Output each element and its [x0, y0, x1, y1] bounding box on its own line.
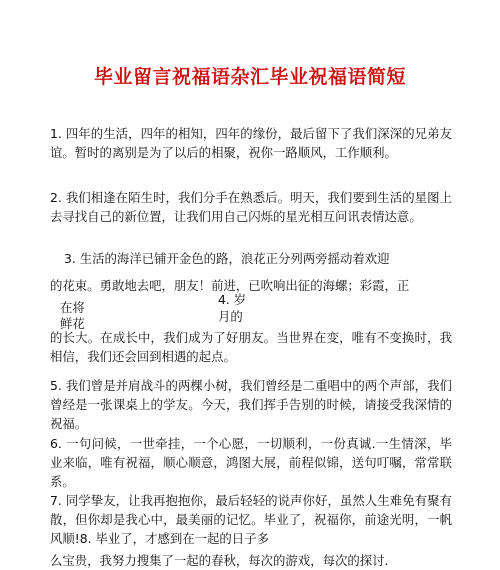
paragraph-3-line-2: 的花束。勇敢地去吧，朋友！前进，已吹响出征的海螺；彩霞，正	[50, 278, 410, 293]
paragraph-1: 1. 四年的生活，四年的相知，四年的缘份，最后留下了我们深深的兄弟友谊。暂时的离别是为了以后的相聚，祝你一路顺风，工作顺利。	[50, 126, 452, 160]
paragraph-3-float-text-b: 鲜花	[60, 316, 85, 331]
paragraph-7: 7. 同学挚友，让我再抱抱你，最后轻轻的说声你好，虽然人生难免有聚有散，但你却是我心中，最美丽的记忆。毕业了，祝福你，前途光明，一帆风顺!8. 毕业了，才感到在一起的日子多	[50, 493, 452, 546]
paragraph-3-float-text-a: 在将	[60, 300, 85, 315]
paragraph-6: 6. 一句问候，一世牵挂，一个心愿，一切顺利，一份真诚.一生情深，毕业来临，唯有祝福，顺心顺意，鸿图大展，前程似锦，送句叮嘱，常常联系。	[50, 436, 452, 489]
paragraph-8-partial: 么宝贵，我努力搜集了一起的春秋，每次的游戏，每次的探讨.	[50, 553, 389, 568]
paragraph-4-float-text-b: 月的	[218, 309, 243, 324]
paragraph-4: 的长大。在成长中，我们成为了好朋友。当世界在变，唯有不变换时，我相信，我们还会回到相遇的起点。	[50, 330, 452, 364]
paragraph-4-float-text-a: 4. 岁	[218, 292, 247, 307]
paragraph-2: 2. 我们相逢在陌生时，我们分手在熟悉后。明天，我们要到生活的星图上去寻找自己的新位置，让我们用自己闪烁的星光相互问讯表情达意。	[50, 190, 452, 224]
page-title: 毕业留言祝福语杂汇毕业祝福语简短	[93, 66, 406, 88]
paragraph-3-line-1: 3. 生活的海洋已铺开金色的路，浪花正分列两旁摇动着欢迎	[64, 251, 390, 266]
paragraph-5: 5. 我们曾是并肩战斗的两棵小树，我们曾经是二重唱中的两个声部，我们曾经是一张课桌上的学友。今天，我们挥手告别的时候，请接受我深情的祝福。	[50, 378, 452, 431]
